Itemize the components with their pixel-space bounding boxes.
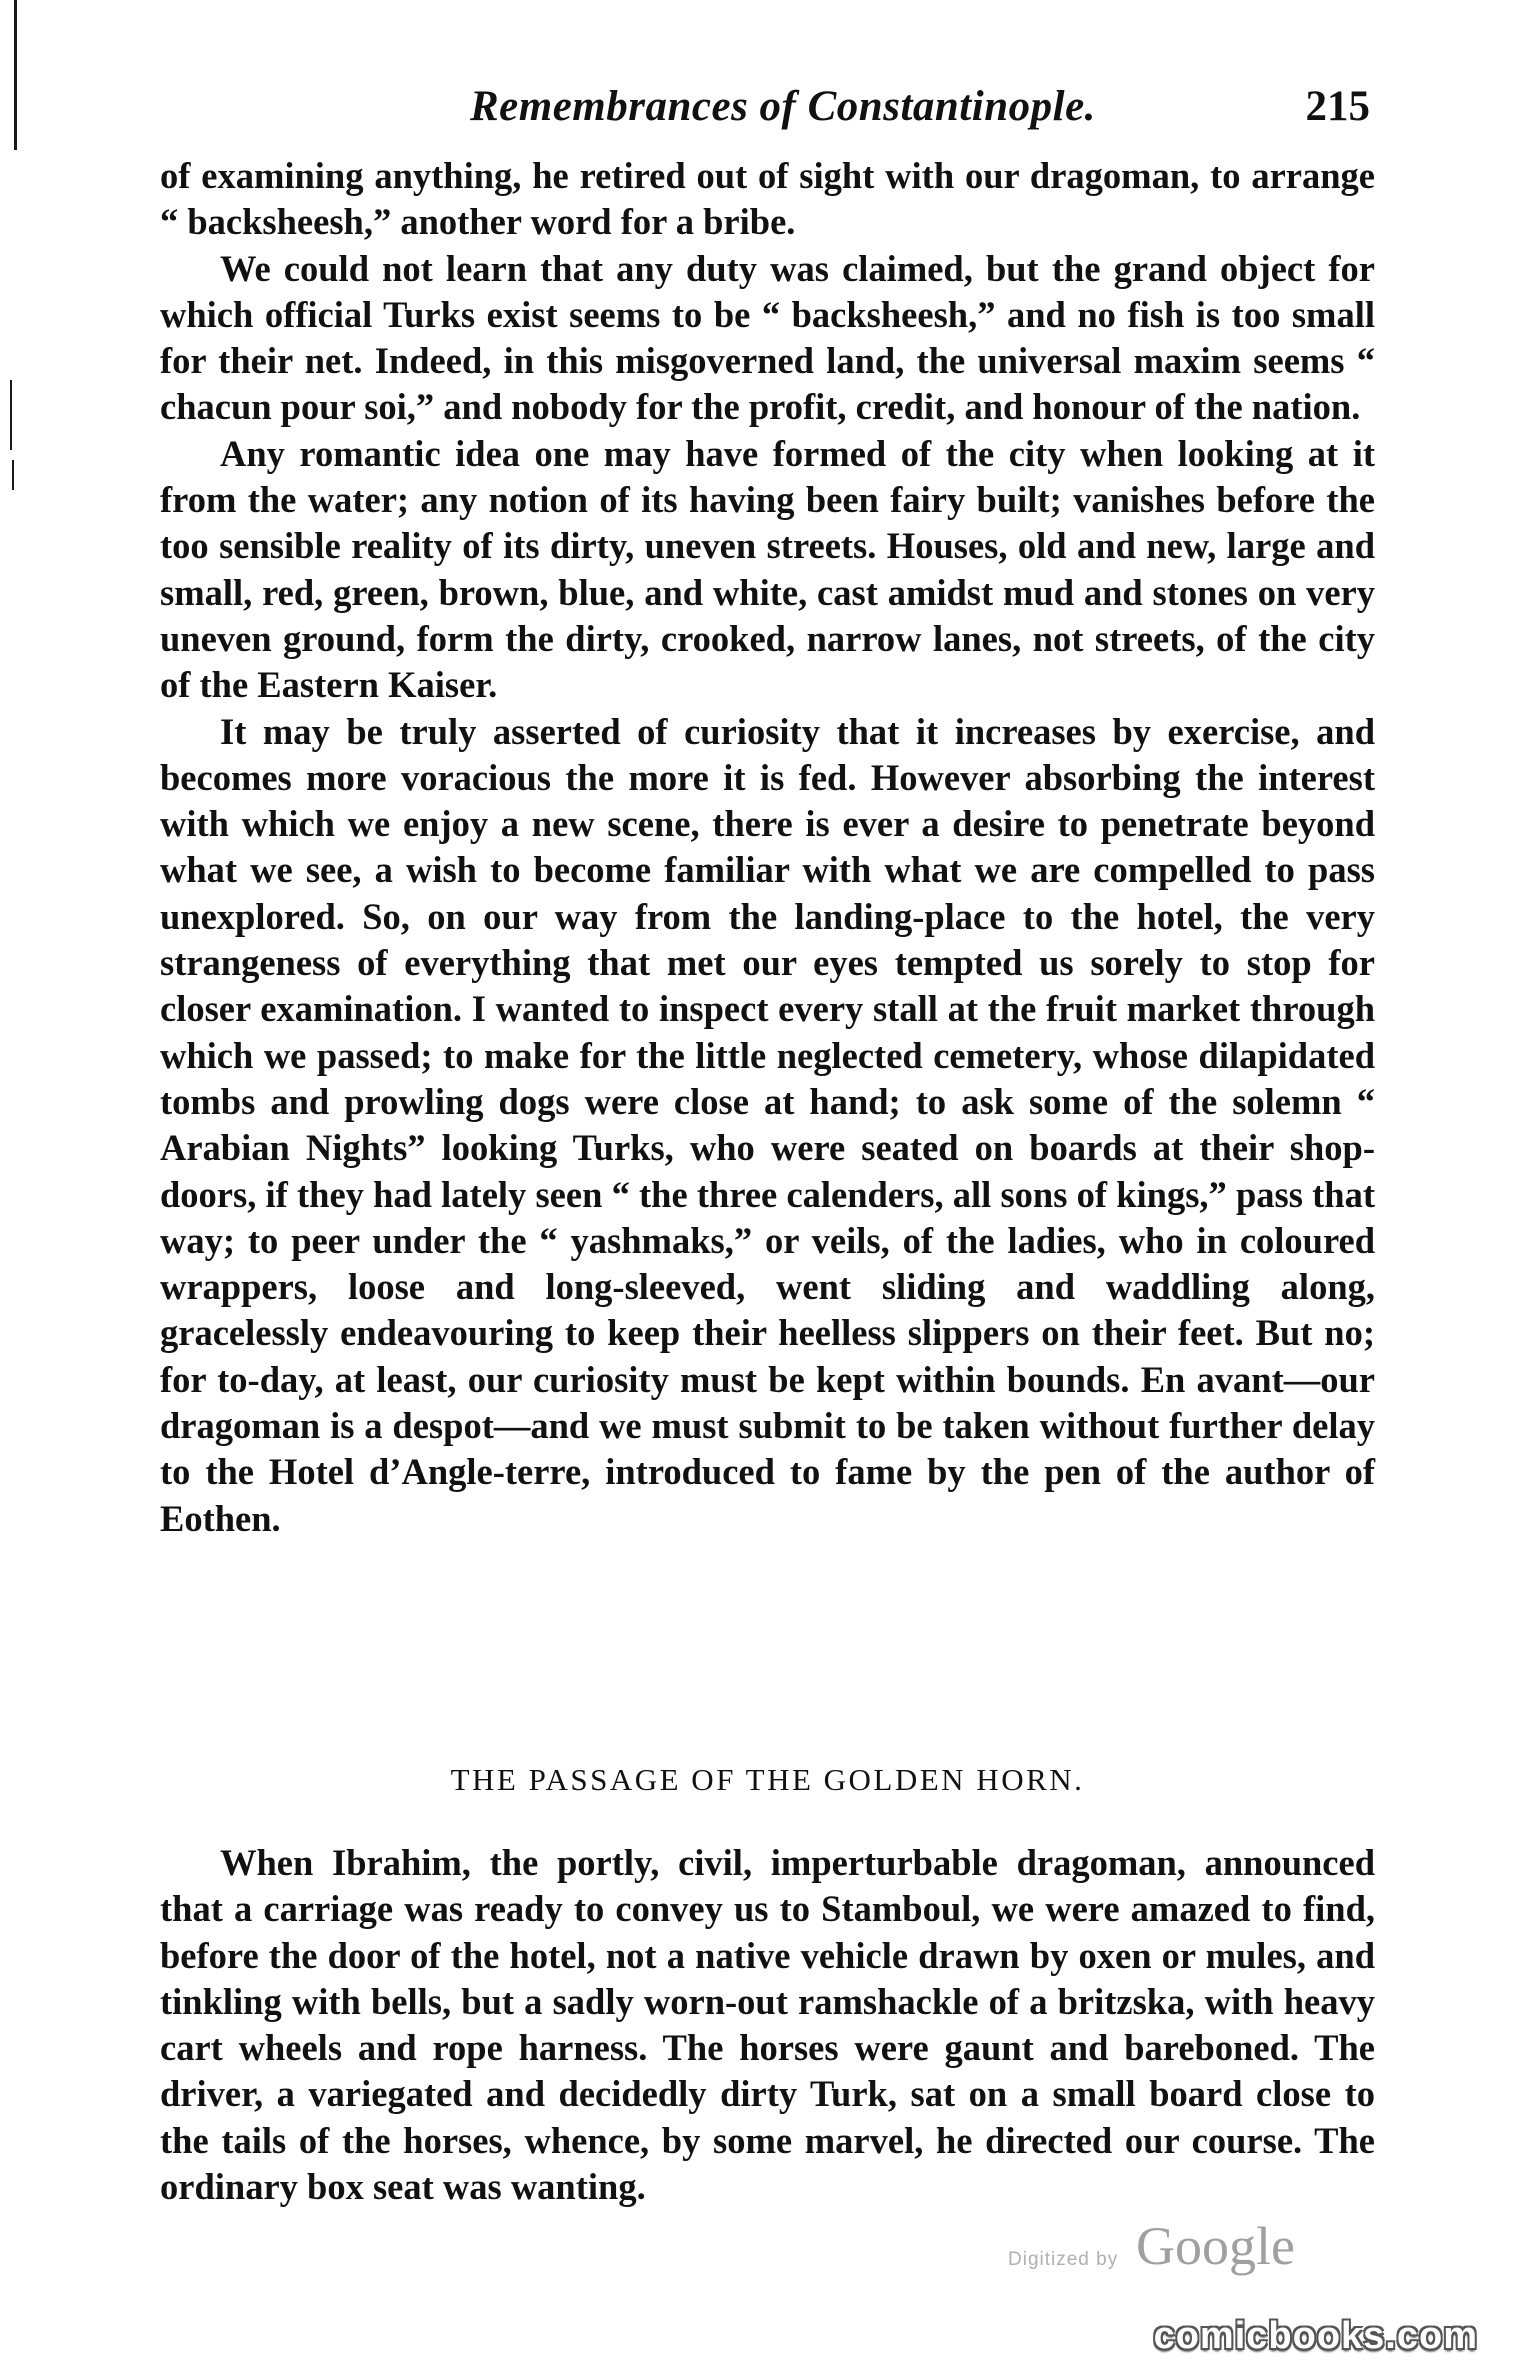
page-number: 215 [1305,83,1370,130]
paragraph: of examining anything, he retired out of sight with our dragoman, to arrange “ backsheesh,” another word for a bribe. [160,155,1375,243]
digitized-by-label: Digitized by [1008,2249,1119,2270]
section-heading: THE PASSAGE OF THE GOLDEN HORN. [450,1762,1085,1797]
paragraph: When Ibrahim, the portly, civil, imperturbable dragoman, announced that a carriage was ready to convey us to Stamboul, we were amazed to find, before the door of the hotel, not a native vehicle drawn by oxen or mules, and tinkling with bells, but a sadly worn-out ramshackle of a britzska, with heavy cart wheels and rope harness. The horses were gaunt and bareboned. The driver, a variegated and decidedly dirty Turk, sat on a small board close to the tails of the horses, whence, by some marvel, he directed our course. The ordinary box seat was wanting. [160,1842,1375,2208]
body-text [160,153,1375,1542]
running-head [170,82,1370,142]
binding-edge-mark [14,0,17,150]
binding-edge-mark [12,460,14,490]
paragraph: It may be truly asserted of curiosity that it increases by exercise, and becomes more voracious the more it is fed. However absorbing the interest with which we enjoy a new scene, there is ever a desire to penetrate beyond what we see, a wish to become familiar with what we are compelled to pass unexplored. So, on our way from the landing-place to the hotel, the very strangeness of everything that met our eyes tempted us sorely to stop for closer examination. I wanted to inspect every stall at the fruit market through which we passed; to make for the little neglected cemetery, whose dilapidated tombs and prowling dogs were close at hand; to ask some of the solemn “ Arabian Nights” looking Turks, who were seated on boards at their shop-doors, if they had lately seen “ the three calenders, all sons of kings,” pass that way; to peer under the “ yashmaks,” or veils, of the ladies, who in coloured wrappers, loose and long-sleeved, went sliding and waddling along, gracelessly endeavouring to keep their heelless slippers on their feet. But no; for to-day, at least, our curiosity must be kept within bounds. En avant—our dragoman is a despot—and we must submit to be taken without further delay to the Hotel d’Angle-terre, introduced to fame by the pen of the author of Eothen. [160,710,1375,1539]
section-text [160,1840,1375,2210]
google-digitization-mark [1008,2215,1328,2285]
google-logo: Google [1136,2216,1295,2276]
running-title: Remembrances of Constantinople. [470,83,1096,130]
paragraph: Any romantic idea one may have formed of the city when looking at it from the water; any notion of its having been fairy built; vanishes before the too sensible reality of its dirty, uneven streets. Houses, old and new, large and small, red, green, brown, blue, and white, cast amidst mud and stones on very uneven ground, form the dirty, crooked, narrow lanes, not streets, of the city of the Eastern Kaiser. [160,432,1375,706]
binding-edge-mark [10,380,12,450]
site-watermark: comicbooks.com [1153,2315,1478,2357]
paragraph: We could not learn that any duty was claimed, but the grand object for which official Turks exist seems to be “ backsheesh,” and no fish is too small for their net. Indeed, in this misgoverned land, the universal maxim seems “ chacun pour soi,” and nobody for the profit, credit, and honour of the nation. [160,247,1375,428]
